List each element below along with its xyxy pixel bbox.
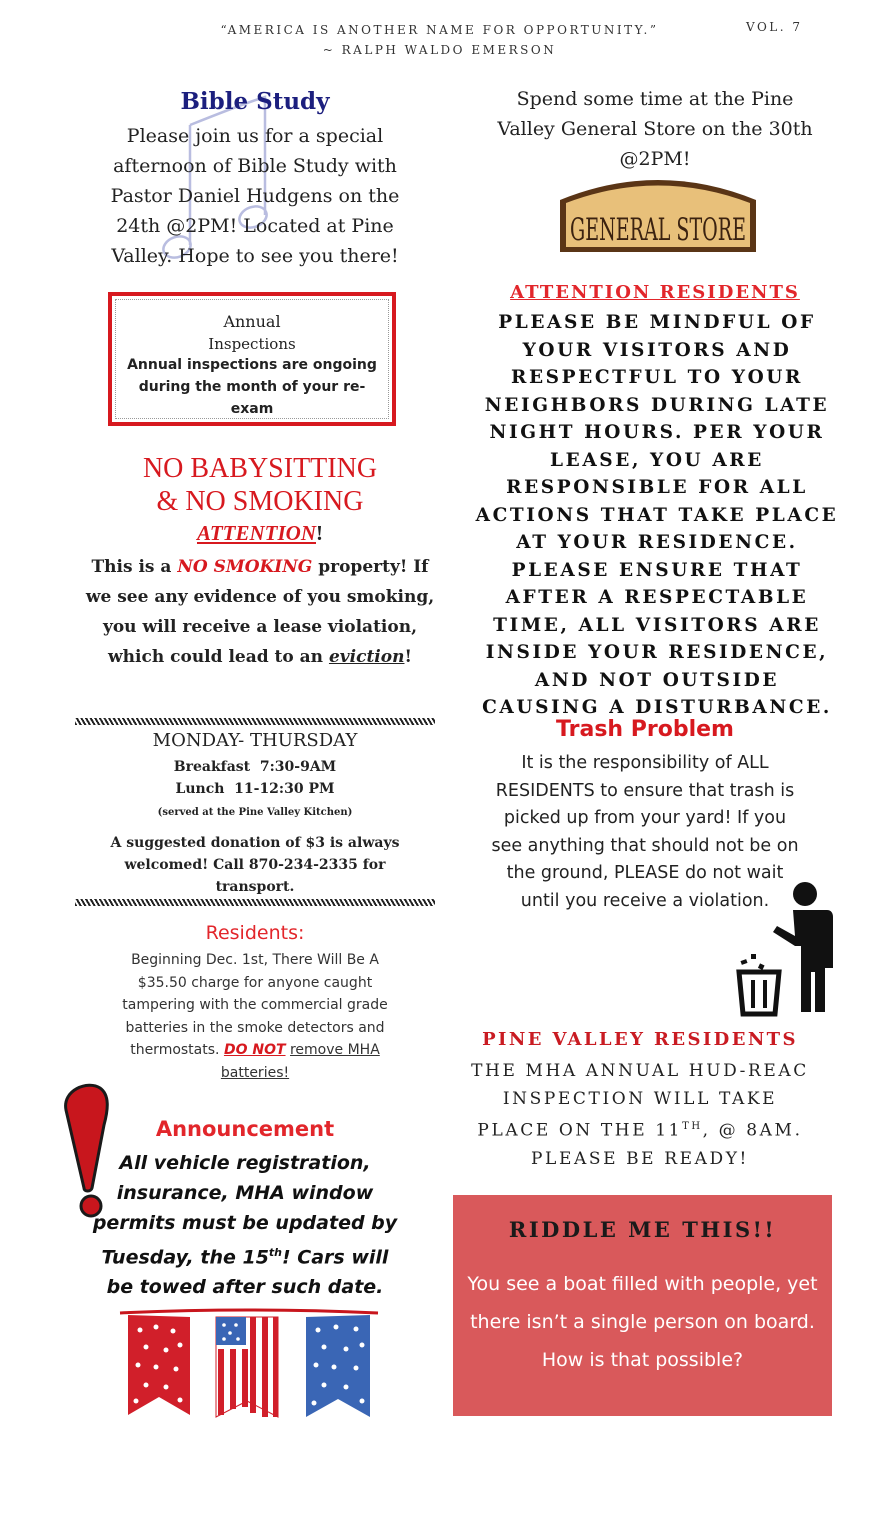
- announcement-text-a: All vehicle registration, insurance, MHA window permits must be updated by Tuesday, the 15: [92, 1152, 398, 1269]
- general-store-sign-text: GENERAL STORE: [570, 212, 746, 248]
- body-prefix: This is a: [91, 557, 172, 577]
- inspections-heading-2: Inspections: [208, 335, 296, 353]
- attention-label: [60, 521, 460, 546]
- pine-valley-text-b: , @ 8AM. PLEASE BE READY!: [531, 1120, 803, 1169]
- body-end: !: [404, 647, 412, 667]
- batteries-text: Beginning Dec. 1st, There Will Be A $35.50 charge for anyone caught tampering with the commercial grade batteries in the smoke detectors and thermostats.: [122, 952, 388, 1058]
- do-not-rest: remove MHA batteries!: [220, 1042, 380, 1081]
- volume-number: VOL. 7: [746, 20, 803, 34]
- announcement-sup: th: [268, 1246, 283, 1259]
- inspections-box: [108, 292, 396, 426]
- no-smoking-heading: [60, 452, 460, 518]
- divider-bottom: [75, 899, 435, 906]
- bible-study-title: Bible Study: [180, 88, 330, 115]
- no-smoking-emphasis: NO SMOKING: [177, 557, 313, 577]
- riddle-title: RIDDLE ME THIS!!: [508, 1217, 777, 1242]
- pine-valley-body: [470, 1057, 810, 1173]
- inspections-body: Annual inspections are ongoing during the month of your re-exam: [127, 357, 377, 417]
- divider-top: [75, 718, 435, 725]
- kitchen-donation: A suggested donation of $3 is always welcomed! Call 870-234-2335 for transport.: [110, 835, 400, 895]
- kitchen-location: (served at the Pine Valley Kitchen): [157, 807, 353, 818]
- general-store-sign: [558, 170, 758, 254]
- no-smoking-body: [80, 552, 440, 672]
- attention-residents-body: PLEASE BE MINDFUL OF YOUR VISITORS AND RESPECTFUL TO YOUR NEIGHBORS DURING LATE NIGHT HOURS. PER YOUR LEASE, YOU ARE RESPONSIBLE FOR ALL ACTIONS THAT TAKE PLACE AT YOUR RESIDENCE. PLEASE ENSURE THAT AFTER A RESPECTABLE TIME, ALL VISITORS ARE INSIDE YOUR RESIDENCE, AND NOT OUTSIDE CAUSING A DISTURBANCE.: [475, 312, 839, 718]
- body-main: property! If we see any evidence of you smoking, you will receive a lease violation, which could lead to an: [85, 557, 435, 667]
- pine-valley-title: PINE VALLEY RESIDENTS: [482, 1029, 798, 1050]
- batteries-title: Residents:: [205, 922, 305, 944]
- trash-body: It is the responsibility of ALL RESIDENTS to ensure that trash is picked up from your yard! If you see anything that should not be on the ground, PLEASE do not wait until you receive a violation.: [491, 753, 799, 911]
- quote-author: ~ RALPH WALDO EMERSON: [322, 43, 557, 57]
- breakfast-time: Breakfast 7:30-9AM: [173, 759, 337, 775]
- do-not-label: DO NOT: [223, 1042, 286, 1058]
- announcement-title: Announcement: [155, 1117, 335, 1141]
- inspections-heading-1: Annual: [223, 312, 281, 331]
- kitchen-times: [75, 756, 435, 800]
- quote-line-1: “AMERICA IS ANOTHER NAME FOR OPPORTUNITY.”: [220, 23, 659, 37]
- kitchen-days: MONDAY- THURSDAY: [152, 730, 358, 751]
- trash-person-icon: [735, 880, 835, 1020]
- bible-study-body: Please join us for a special afternoon of Bible Study with Pastor Daniel Hudgens on the 24th @2PM! Located at Pine Valley. Hope to see you there!: [110, 125, 400, 267]
- heading-line-2: & NO SMOKING: [156, 486, 364, 517]
- attention-mark: !: [316, 521, 323, 545]
- attention-residents-title: ATTENTION RESIDENTS: [510, 282, 800, 303]
- attention-word: ATTENTION: [196, 521, 316, 545]
- general-store-text: Spend some time at the Pine Valley General Store on the 30th @2PM!: [497, 88, 813, 170]
- trash-title: Trash Problem: [556, 717, 734, 742]
- riddle-body: You see a boat filled with people, yet there isn’t a single person on board. How is that possible?: [467, 1273, 818, 1371]
- heading-line-1: NO BABYSITTING: [142, 453, 378, 484]
- announcement-body: [90, 1148, 400, 1302]
- batteries-body: [105, 949, 405, 1084]
- eviction-word: eviction: [328, 647, 405, 667]
- lunch-time: Lunch 11-12:30 PM: [175, 781, 335, 797]
- flag-bunting: [118, 1305, 380, 1430]
- pine-valley-sup: TH: [682, 1121, 703, 1132]
- pine-valley-text-a: THE MHA ANNUAL HUD-REAC INSPECTION WILL TAKE PLACE ON THE 11: [471, 1061, 809, 1141]
- announcement-text-b: ! Cars will be towed after such date.: [106, 1246, 389, 1299]
